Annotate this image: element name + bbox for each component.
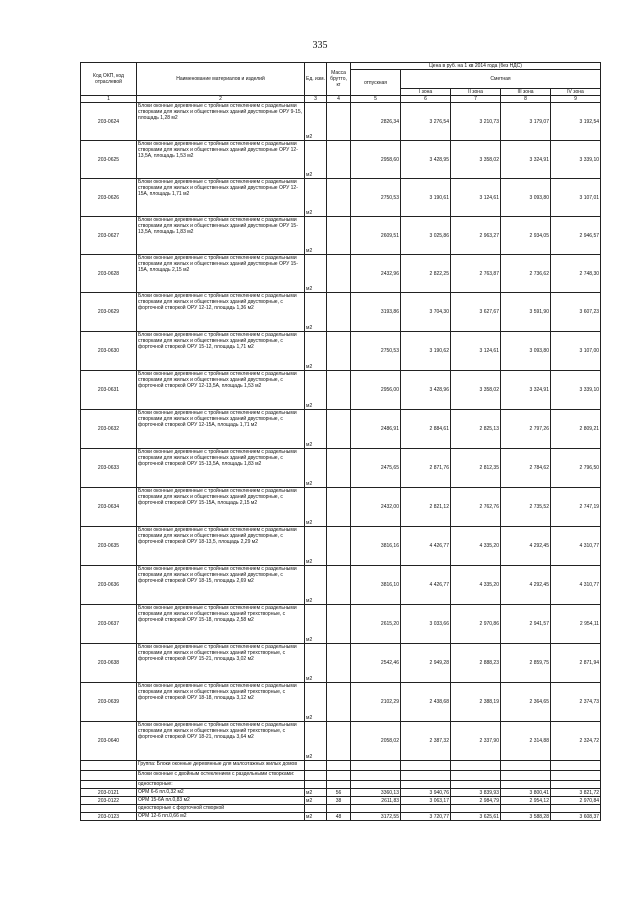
column-number: 5 [351,96,401,103]
table-row [81,103,601,141]
table-cell [305,771,327,781]
row-mass: 56 [327,789,351,797]
row-name: Блоки оконные деревянные с тройным остеклением с раздельными створками для жилых и общественных зданий двустворные ОРУ 12-15А, площадь 1,71 м2 [137,179,305,217]
row-unit: м2 [305,488,327,527]
row-mass [327,566,351,605]
row-zone-4: 2 970,84 [551,797,601,805]
table-cell [501,761,551,771]
single-leaf-label: одностворные: [137,781,305,789]
row-name: Блоки оконные деревянные с тройным остеклением с раздельными створками для жилых и общественных зданий двустворные, с форточной створкой ОРУ 15-13,5А, площадь 1,83 м2 [137,449,305,488]
row-name: Блоки оконные деревянные с тройным остеклением с раздельными створками для жилых и общественных зданий двустворные, с форточной створкой ОРУ 18-13,5, площадь 2,29 м2 [137,527,305,566]
row-zone-1: 3 033,66 [401,605,451,644]
column-number: 2 [137,96,305,103]
table-row [81,789,601,797]
row-mass [327,527,351,566]
row-unit: м2 [305,141,327,179]
row-code: 203-0123 [81,813,137,821]
row-zone-2: 2 812,35 [451,449,501,488]
row-unit: м2 [305,217,327,255]
table-cell [327,805,351,813]
table-cell [327,771,351,781]
row-zone-3: 3 800,41 [501,789,551,797]
row-mass [327,293,351,332]
row-release: 2611,83 [351,797,401,805]
row-code: 203-0639 [81,683,137,722]
row-zone-2: 3 210,73 [451,103,501,141]
row-release: 2609,51 [351,217,401,255]
row-unit: м2 [305,566,327,605]
table-cell [305,781,327,789]
column-number: 3 [305,96,327,103]
row-zone-4: 3 339,10 [551,141,601,179]
row-zone-2: 2 825,13 [451,410,501,449]
row-release: 3172,55 [351,813,401,821]
row-zone-3: 4 292,45 [501,566,551,605]
table-cell [501,771,551,781]
table-row [81,644,601,683]
table-cell [351,771,401,781]
table-cell [351,781,401,789]
table-cell [551,771,601,781]
row-unit: м2 [305,789,327,797]
row-unit: м2 [305,255,327,293]
table-cell [551,781,601,789]
row-zone-2: 2 888,23 [451,644,501,683]
table-cell [81,805,137,813]
row-zone-1: 3 704,30 [401,293,451,332]
row-unit: м2 [305,644,327,683]
table-row [81,449,601,488]
row-mass [327,605,351,644]
row-zone-4: 2 324,72 [551,722,601,761]
row-mass [327,488,351,527]
row-unit: м2 [305,293,327,332]
row-release: 2958,60 [351,141,401,179]
row-code: 203-0628 [81,255,137,293]
header-release: отпускная [351,70,401,96]
row-mass [327,371,351,410]
row-code: 203-0624 [81,103,137,141]
row-release: 2432,00 [351,488,401,527]
row-zone-3: 3 093,80 [501,179,551,217]
table-row [81,527,601,566]
row-mass [327,255,351,293]
row-code: 203-0625 [81,141,137,179]
table-row [81,293,601,332]
row-release: 2432,96 [351,255,401,293]
row-zone-1: 4 426,77 [401,527,451,566]
row-mass [327,217,351,255]
table-cell [501,805,551,813]
row-zone-3: 2 364,65 [501,683,551,722]
row-name: ОРМ 6-6 пл.0,32 м2 [137,789,305,797]
row-zone-1: 3 063,17 [401,797,451,805]
row-name: ОРМ 12-6 пл.0,66 м2 [137,813,305,821]
row-code: 203-0634 [81,488,137,527]
row-code: 203-0627 [81,217,137,255]
row-code: 203-0631 [81,371,137,410]
table-cell [401,805,451,813]
column-number: 7 [451,96,501,103]
row-zone-2: 3 358,02 [451,371,501,410]
row-code: 203-0121 [81,789,137,797]
row-unit: м2 [305,722,327,761]
row-release: 3816,16 [351,527,401,566]
row-zone-4: 2 946,57 [551,217,601,255]
row-zone-2: 2 763,87 [451,255,501,293]
table-cell [451,805,501,813]
row-zone-1: 3 025,86 [401,217,451,255]
table-cell [81,771,137,781]
table-row [81,797,601,805]
row-name: Блоки оконные деревянные с тройным остеклением с раздельными створками для жилых и общественных зданий двустворные ОРУ 15-13,5А, площадь 1,83 м2 [137,217,305,255]
row-zone-1: 2 438,68 [401,683,451,722]
row-unit: м2 [305,103,327,141]
column-number: 1 [81,96,137,103]
header-zone-3: III зона [501,89,551,96]
table-row [81,722,601,761]
row-zone-4: 2 374,73 [551,683,601,722]
row-unit: м2 [305,797,327,805]
row-code: 203-0637 [81,605,137,644]
row-release: 3360,13 [351,789,401,797]
row-mass [327,332,351,371]
header-name: Наименование материалов и изделий [137,63,305,96]
column-number: 9 [551,96,601,103]
row-name: Блоки оконные деревянные с тройным остеклением с раздельными створками для жилых и общественных зданий двустворные ОРУ 9-15, площадь 1,28 м2 [137,103,305,141]
table-cell [451,781,501,789]
row-zone-3: 3 179,07 [501,103,551,141]
row-zone-4: 4 310,77 [551,566,601,605]
header-unit: Ед. изм. [305,63,327,96]
row-zone-1: 3 190,61 [401,179,451,217]
row-zone-4: 2 954,11 [551,605,601,644]
column-number: 6 [401,96,451,103]
header-zone-2: II зона [451,89,501,96]
row-zone-1: 4 426,77 [401,566,451,605]
row-release: 2750,53 [351,332,401,371]
row-zone-2: 2 388,19 [451,683,501,722]
row-name: Блоки оконные деревянные с тройным остеклением с раздельными створками для жилых и общественных зданий двустворные, с форточной створкой ОРУ 15-12, площадь 1,71 м2 [137,332,305,371]
row-unit: м2 [305,683,327,722]
row-zone-4: 2 871,94 [551,644,601,683]
row-code: 203-0638 [81,644,137,683]
row-zone-1: 3 276,54 [401,103,451,141]
row-release: 3193,86 [351,293,401,332]
row-zone-3: 3 324,91 [501,371,551,410]
row-mass [327,410,351,449]
row-zone-3: 3 324,91 [501,141,551,179]
row-unit: м2 [305,410,327,449]
table-row [81,488,601,527]
row-name: Блоки оконные деревянные с тройным остеклением с раздельными створками для жилых и общественных зданий трехстворные, с форточной створкой ОРУ 15-21, площадь 3,02 м2 [137,644,305,683]
table-cell [401,781,451,789]
row-name: Блоки оконные деревянные с тройным остеклением с раздельными створками для жилых и общественных зданий двустворные ОРУ 15-15А, площадь 2,15 м2 [137,255,305,293]
row-zone-1: 2 871,76 [401,449,451,488]
row-zone-4: 3 821,72 [551,789,601,797]
row-name: Блоки оконные деревянные с тройным остеклением с раздельными створками для жилых и общественных зданий двустворные, с форточной створкой ОРУ 15-15А, площадь 2,15 м2 [137,488,305,527]
row-code: 203-0626 [81,179,137,217]
row-zone-3: 2 736,62 [501,255,551,293]
price-table [80,62,601,821]
column-number: 4 [327,96,351,103]
table-cell [351,761,401,771]
row-name: Блоки оконные деревянные с тройным остеклением с раздельными створками для жилых и общественных зданий трехстворные, с форточной створкой ОРУ 15-18, площадь 2,58 м2 [137,605,305,644]
table-cell [401,771,451,781]
row-zone-1: 2 387,32 [401,722,451,761]
row-unit: м2 [305,371,327,410]
row-name: Блоки оконные деревянные с тройным остеклением с раздельными створками для жилых и общественных зданий трехстворные, с форточной створкой ОРУ 18-18, площадь 3,12 м2 [137,683,305,722]
row-mass [327,644,351,683]
table-row [81,141,601,179]
row-zone-2: 2 337,90 [451,722,501,761]
row-zone-3: 2 859,75 [501,644,551,683]
header-mass: Масса брутто, кг [327,63,351,96]
subgroup-label: Блоки оконные с двойным остеклением с раздельными створками: [137,771,305,781]
table-cell [451,771,501,781]
row-zone-3: 2 934,05 [501,217,551,255]
row-zone-1: 2 884,61 [401,410,451,449]
row-zone-4: 3 192,54 [551,103,601,141]
row-code: 203-0122 [81,797,137,805]
table-row [81,683,601,722]
row-zone-2: 2 984,79 [451,797,501,805]
row-zone-4: 4 310,77 [551,527,601,566]
row-zone-1: 2 822,25 [401,255,451,293]
table-cell [305,761,327,771]
row-zone-1: 3 720,77 [401,813,451,821]
header-price-title: Цена в руб. на 1 кв 2014 года (без НДС) [351,63,601,70]
row-zone-3: 3 591,90 [501,293,551,332]
table-row [81,813,601,821]
table-cell [451,761,501,771]
row-zone-3: 2 941,57 [501,605,551,644]
table-row [81,179,601,217]
table-cell [551,761,601,771]
row-release: 2102,29 [351,683,401,722]
row-zone-2: 3 627,67 [451,293,501,332]
row-name: Блоки оконные деревянные с тройным остеклением с раздельными створками для жилых и общественных зданий двустворные ОРУ 12-13,5А, площадь 1,53 м2 [137,141,305,179]
row-zone-1: 3 940,76 [401,789,451,797]
row-code: 203-0632 [81,410,137,449]
row-unit: м2 [305,813,327,821]
row-zone-2: 3 839,93 [451,789,501,797]
table-body [81,103,601,761]
row-zone-2: 2 963,27 [451,217,501,255]
table-cell [401,761,451,771]
row-zone-2: 3 124,61 [451,179,501,217]
row-zone-3: 2 797,26 [501,410,551,449]
row-release: 3816,10 [351,566,401,605]
row-release: 2486,91 [351,410,401,449]
row-zone-4: 3 339,10 [551,371,601,410]
row-zone-1: 3 428,96 [401,371,451,410]
row-release: 2475,65 [351,449,401,488]
row-zone-3: 3 093,80 [501,332,551,371]
row-code: 203-0635 [81,527,137,566]
table-cell [327,781,351,789]
row-mass [327,449,351,488]
row-zone-2: 3 625,61 [451,813,501,821]
header-estimate: Сметная [401,70,601,89]
row-zone-1: 3 428,95 [401,141,451,179]
row-name: Блоки оконные деревянные с тройным остеклением с раздельными створками для жилых и общественных зданий двустворные, с форточной створкой ОРУ 12-12, площадь 1,36 м2 [137,293,305,332]
row-zone-4: 2 796,50 [551,449,601,488]
row-release: 2956,00 [351,371,401,410]
row-mass [327,683,351,722]
table-row [81,332,601,371]
row-zone-3: 2 314,88 [501,722,551,761]
row-zone-1: 2 821,12 [401,488,451,527]
row-name: Блоки оконные деревянные с тройным остеклением с раздельными створками для жилых и общественных зданий двустворные, с форточной створкой ОРУ 18-15, площадь 2,69 м2 [137,566,305,605]
column-number: 8 [501,96,551,103]
header-zone-1: I зона [401,89,451,96]
row-release: 2750,53 [351,179,401,217]
row-zone-4: 3 107,00 [551,332,601,371]
row-zone-1: 2 949,28 [401,644,451,683]
row-name: Блоки оконные деревянные с тройным остеклением с раздельными створками для жилых и общественных зданий двустворные, с форточной створкой ОРУ 12-13,5А, площадь 1,53 м2 [137,371,305,410]
row-name: Блоки оконные деревянные с тройным остеклением с раздельными створками для жилых и общественных зданий трехстворные, с форточной створкой ОРУ 18-21, площадь 3,64 м2 [137,722,305,761]
row-zone-4: 3 607,23 [551,293,601,332]
row-zone-3: 2 954,12 [501,797,551,805]
table-row [81,605,601,644]
row-release: 2058,02 [351,722,401,761]
row-zone-1: 3 190,62 [401,332,451,371]
row-code: 203-0640 [81,722,137,761]
row-release: 2542,46 [351,644,401,683]
row-zone-4: 2 748,30 [551,255,601,293]
row-zone-3: 2 735,52 [501,488,551,527]
table-cell [351,805,401,813]
row-unit: м2 [305,527,327,566]
header-zone-4: IV зона [551,89,601,96]
table-row [81,566,601,605]
group-label: Группа: Блоки оконные деревянные для малоэтажных жилых домов [137,761,305,771]
header-code: Код ОКП, код отраслевой [81,63,137,96]
page-number: 335 [312,40,328,51]
row-release: 2615,20 [351,605,401,644]
row-zone-4: 3 608,37 [551,813,601,821]
row-zone-2: 4 335,20 [451,566,501,605]
row-zone-2: 3 124,61 [451,332,501,371]
row-code: 203-0630 [81,332,137,371]
row-zone-2: 3 358,02 [451,141,501,179]
row-code: 203-0636 [81,566,137,605]
table-row [81,410,601,449]
table-cell [81,761,137,771]
table-cell [501,781,551,789]
row-zone-2: 2 970,86 [451,605,501,644]
table-row [81,217,601,255]
row-zone-3: 2 784,62 [501,449,551,488]
row-mass [327,141,351,179]
table-row [81,371,601,410]
row-unit: м2 [305,179,327,217]
table-row [81,255,601,293]
row-zone-4: 3 107,01 [551,179,601,217]
row-mass [327,722,351,761]
table-cell [551,805,601,813]
table-cell [327,761,351,771]
row-unit: м2 [305,449,327,488]
row-mass: 38 [327,797,351,805]
row-name: ОРМ 15-6А пл.0,83 м2 [137,797,305,805]
row-unit: м2 [305,332,327,371]
row-zone-4: 2 809,21 [551,410,601,449]
row-mass: 48 [327,813,351,821]
row-mass [327,179,351,217]
row-zone-2: 4 335,20 [451,527,501,566]
row-unit: м2 [305,605,327,644]
row-zone-3: 4 292,45 [501,527,551,566]
row-release: 2826,34 [351,103,401,141]
row-zone-3: 3 588,28 [501,813,551,821]
row-zone-4: 2 747,19 [551,488,601,527]
table-cell [305,805,327,813]
row-zone-2: 2 762,76 [451,488,501,527]
table-cell [81,781,137,789]
row-code: 203-0633 [81,449,137,488]
vent-label: одностворные с форточной створкой [137,805,305,813]
row-name: Блоки оконные деревянные с тройным остеклением с раздельными створками для жилых и общественных зданий двустворные, с форточной створкой ОРУ 12-15А, площадь 1,71 м2 [137,410,305,449]
row-code: 203-0629 [81,293,137,332]
row-mass [327,103,351,141]
